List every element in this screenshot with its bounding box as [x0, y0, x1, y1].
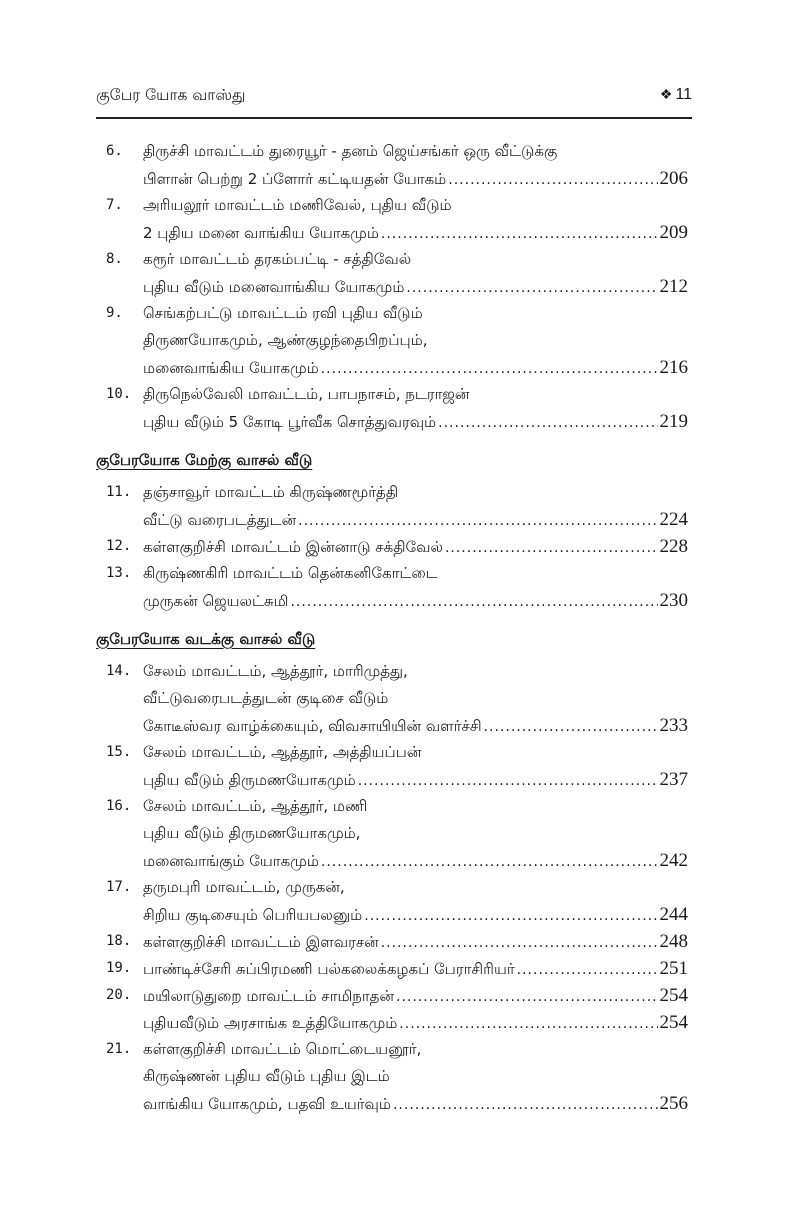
entry-text: தருமபுரி மாவட்டம், முருகன், [143, 878, 345, 896]
entry-number: 6. [106, 143, 123, 159]
entry-text: வீட்டுவரைபடத்துடன் குடிசை வீடும் [143, 689, 389, 707]
entry-page-number: 242 [659, 850, 688, 871]
entry-page-number: 216 [659, 357, 688, 378]
entry-text: வாங்கிய யோகமும், பதவி உயர்வும் [143, 1095, 391, 1113]
entry-text: திருணயோகமும், ஆண்குழந்தைபிறப்பும், [143, 331, 428, 349]
entry-number: 10. [106, 386, 132, 402]
toc-entry-final-line [96, 928, 688, 955]
entry-number: 20. [106, 987, 132, 1003]
toc-entry-line [96, 1063, 688, 1090]
entry-text: கிருஷ்ணன் புதிய வீடும் புதிய இடம் [143, 1067, 390, 1085]
toc-entry-final-line [96, 533, 688, 560]
toc-entry-line [96, 327, 688, 354]
toc-entry-final-line [96, 901, 688, 928]
entry-text: வீட்டு வரைபடத்துடன் [143, 511, 297, 529]
toc-entry-final-line [96, 712, 688, 739]
toc-entry-line [96, 685, 688, 712]
dot-leader [321, 849, 658, 876]
toc-entry [96, 739, 688, 793]
toc-entry [96, 874, 688, 928]
entry-page-number: 206 [659, 168, 688, 189]
toc-entry-final-line [96, 587, 688, 614]
book-title: குபேர யோக வாஸ்து [96, 86, 246, 104]
toc-entry-final-line [96, 766, 688, 793]
dot-leader [445, 535, 658, 562]
entry-text: பாண்டிச்சேரி சுப்பிரமணி பல்கலைக்கழகப் பேராசிரியர் [143, 960, 515, 978]
entry-number: 9. [106, 305, 123, 321]
toc-entry [96, 246, 688, 300]
dot-leader [381, 221, 658, 248]
entry-page-number: 230 [659, 590, 688, 611]
section-heading: குபேரயோக வடக்கு வாசல் வீடு [96, 630, 316, 648]
entry-text: கள்ளகுறிச்சி மாவட்டம் இளவரசன் [143, 933, 379, 951]
entry-number: 18. [106, 933, 132, 949]
section-heading: குபேரயோக மேற்கு வாசல் வீடு [96, 451, 313, 469]
entry-text: கள்ளகுறிச்சி மாவட்டம் மொட்டையனூர், [143, 1040, 422, 1058]
entry-page-number: 254 [659, 985, 688, 1006]
entry-text: சேலம் மாவட்டம், ஆத்தூர், அத்தியப்பன் [143, 743, 422, 761]
entry-number: 8. [106, 251, 123, 267]
entry-number: 15. [106, 744, 132, 760]
entry-page-number: 224 [659, 509, 688, 530]
entry-text: மனைவாங்கிய யோகமும் [143, 359, 319, 377]
entry-text: தஞ்சாவூர் மாவட்டம் கிருஷ்ணமூர்த்தி [143, 483, 399, 501]
toc-entry [96, 1036, 688, 1117]
toc-entry [96, 381, 688, 435]
entry-text: அரியலூர் மாவட்டம் மணிவேல், புதிய வீடும் [143, 196, 452, 214]
entry-text: கள்ளகுறிச்சி மாவட்டம் இன்னாடு சக்திவேல் [143, 538, 443, 556]
toc-entry-final-line [96, 219, 688, 246]
entry-text: கிருஷ்ணகிரி மாவட்டம் தென்கனிகோட்டை [143, 564, 438, 582]
entry-text: கோடீஸ்வர வாழ்க்கையும், விவசாயியின் வளர்ச்சி [143, 717, 482, 735]
toc-entry-line [96, 820, 688, 847]
toc-entry-line [96, 192, 688, 219]
dot-leader [290, 589, 657, 616]
entry-text: சேலம் மாவட்டம், ஆத்தூர், மணி [143, 797, 368, 815]
entry-number: 12. [106, 538, 132, 554]
toc-entry-final-line [96, 847, 688, 874]
toc-entry-final-line [96, 1090, 688, 1117]
entry-text: சேலம் மாவட்டம், ஆத்தூர், மாரிமுத்து, [143, 662, 408, 680]
section-heading-block [96, 435, 688, 479]
entry-page-number: 248 [659, 931, 688, 952]
entry-page-number: 256 [659, 1093, 688, 1114]
entry-text: மனைவாங்கும் யோகமும் [143, 852, 319, 870]
entry-text: முருகன் ஜெயலட்சுமி [143, 592, 289, 610]
entry-page-number: 254 [659, 1012, 688, 1033]
toc-entry-line [96, 1036, 688, 1063]
toc-entry-final-line [96, 273, 688, 300]
entry-page-number: 209 [659, 222, 688, 243]
toc-entry-line [96, 658, 688, 685]
toc-entry [96, 928, 688, 955]
entry-text: பிளான் பெற்று 2 ப்ளோர் கட்டியதன் யோகம் [143, 170, 447, 188]
entry-page-number: 251 [659, 958, 688, 979]
dot-leader [393, 1092, 658, 1119]
entry-number: 13. [106, 565, 132, 581]
entry-page-number: 228 [659, 536, 688, 557]
dot-leader [381, 930, 658, 957]
toc-entry-line [96, 479, 688, 506]
dot-leader [358, 768, 658, 795]
toc-entry-final-line [96, 982, 688, 1009]
toc-entry [96, 560, 688, 614]
dot-leader [406, 275, 657, 302]
entry-page-number: 237 [659, 769, 688, 790]
dot-leader [448, 167, 657, 194]
toc-entry-line [96, 138, 688, 165]
toc-entry [96, 658, 688, 739]
toc-entry [96, 793, 688, 874]
table-of-contents [96, 138, 688, 1117]
dot-leader [438, 410, 657, 437]
dot-leader [517, 957, 658, 984]
entry-page-number: 244 [659, 904, 688, 925]
toc-entry-line [96, 793, 688, 820]
toc-entry-final-line [96, 955, 688, 982]
toc-entry-line [96, 739, 688, 766]
toc-entry-line [96, 874, 688, 901]
toc-entry [96, 192, 688, 246]
dot-leader [484, 714, 658, 741]
toc-entry-final-line [96, 506, 688, 533]
entry-number: 21. [106, 1041, 132, 1057]
toc-entry-final-line [96, 1009, 688, 1036]
entry-number: 7. [106, 197, 123, 213]
entry-text: செங்கற்பட்டு மாவட்டம் ரவி புதிய வீடும் [143, 304, 423, 322]
section-heading-block [96, 614, 688, 658]
toc-entry-line [96, 246, 688, 273]
entry-text: திருநெல்வேலி மாவட்டம், பாபநாசம், நடராஜன் [143, 385, 470, 403]
entry-text: திருச்சி மாவட்டம் துரையூர் - தனம் ஜெய்சங்கர் ஒரு வீட்டுக்கு [143, 142, 558, 160]
toc-entry [96, 479, 688, 533]
toc-entry-line [96, 381, 688, 408]
entry-text: புதிய வீடும் திருமணயோகமும் [143, 771, 356, 789]
toc-entry [96, 982, 688, 1009]
entry-text: 2 புதிய மனை வாங்கிய யோகமும் [143, 224, 379, 242]
entry-page-number: 212 [659, 276, 688, 297]
entry-number: 19. [106, 960, 132, 976]
dot-leader [396, 984, 658, 1011]
toc-entry [96, 955, 688, 982]
entry-number: 16. [106, 798, 132, 814]
dot-leader [298, 508, 657, 535]
toc-entry [96, 533, 688, 560]
entry-text: புதிய வீடும் திருமணயோகமும், [143, 824, 361, 842]
entry-number: 14. [106, 663, 132, 679]
entry-text: சிறிய குடிசையும் பெரியபலனும் [143, 906, 363, 924]
entry-text: புதிய வீடும் மனைவாங்கிய யோகமும் [143, 278, 405, 296]
ornament-icon: ❖ [659, 86, 673, 102]
entry-number: 17. [106, 879, 132, 895]
toc-entry-final-line [96, 354, 688, 381]
entry-page-number: 233 [659, 715, 688, 736]
page-number [660, 86, 692, 104]
header-rule [96, 117, 692, 119]
toc-entry-final-line [96, 165, 688, 192]
entry-text: புதிய வீடும் 5 கோடி பூர்வீக சொத்துவரவும் [143, 413, 437, 431]
toc-entry [96, 1009, 688, 1036]
toc-entry-line [96, 300, 688, 327]
running-header [96, 86, 692, 110]
page-number-value: 11 [675, 86, 692, 103]
toc-entry-line [96, 560, 688, 587]
dot-leader [364, 903, 657, 930]
toc-entry-final-line [96, 408, 688, 435]
entry-page-number: 219 [659, 411, 688, 432]
toc-entry [96, 138, 688, 192]
entry-text: மயிலாடுதுறை மாவட்டம் சாமிநாதன் [143, 987, 394, 1005]
dot-leader [399, 1011, 657, 1038]
entry-number: 11. [106, 484, 132, 500]
entry-text: புதியவீடும் அரசாங்க உத்தியோகமும் [143, 1014, 398, 1032]
dot-leader [321, 356, 658, 383]
entry-text: கரூர் மாவட்டம் தரகம்பட்டி - சத்திவேல் [143, 250, 412, 268]
toc-entry [96, 300, 688, 381]
